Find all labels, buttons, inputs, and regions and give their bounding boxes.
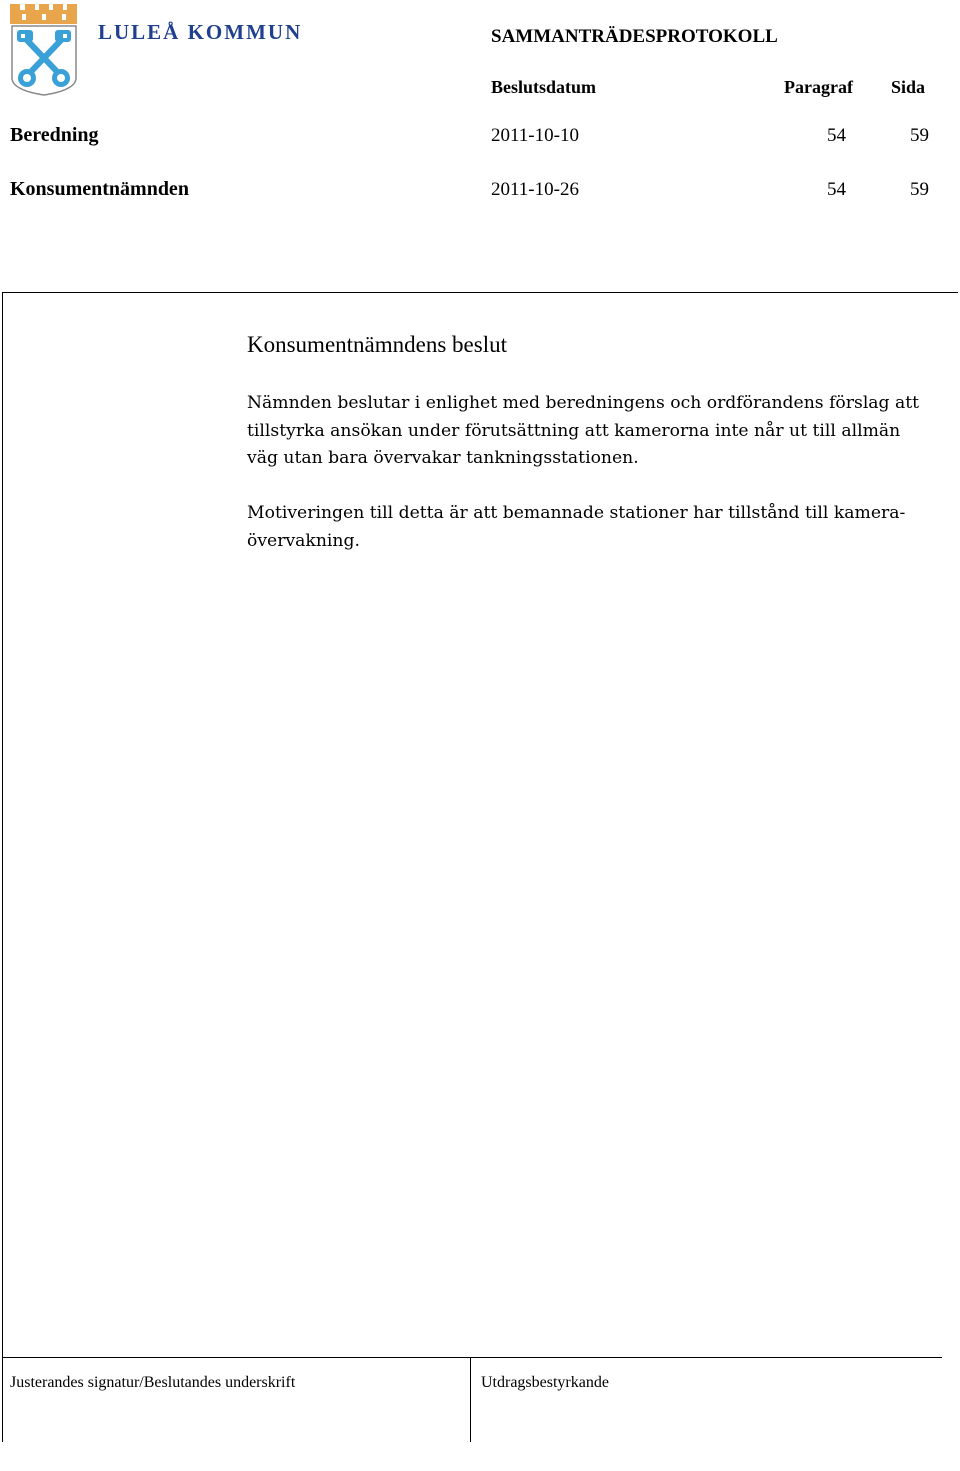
frame-left-border bbox=[2, 292, 3, 1442]
certification-label: Utdragsbestyrkande bbox=[481, 1374, 609, 1391]
meeting-date: 2011-10-10 bbox=[491, 125, 579, 146]
meeting-body: Beredning bbox=[10, 124, 99, 146]
column-header-paragraph: Paragraf bbox=[784, 77, 853, 97]
motivation-paragraph bbox=[247, 500, 959, 555]
signature-label: Justerandes signatur/Beslutandes underskrift bbox=[10, 1374, 296, 1391]
paragraph-line: övervakning. bbox=[247, 530, 360, 551]
meeting-page: 59 bbox=[910, 179, 929, 200]
column-header-page: Sida bbox=[891, 77, 926, 97]
coat-of-arms-logo bbox=[9, 4, 79, 96]
column-header-date: Beslutsdatum bbox=[491, 77, 597, 97]
meeting-paragraph: 54 bbox=[827, 179, 846, 200]
footer-divider bbox=[470, 1357, 471, 1442]
document-type: SAMMANTRÄDESPROTOKOLL bbox=[491, 26, 778, 47]
frame-top-border bbox=[2, 292, 958, 293]
decision-paragraph bbox=[247, 390, 959, 473]
meeting-date: 2011-10-26 bbox=[491, 179, 579, 200]
meeting-body: Konsumentnämnden bbox=[10, 178, 189, 200]
paragraph-line: tillstyrka ansökan under förutsättning att kamerorna inte når ut till allmän bbox=[247, 420, 901, 441]
organization-name: LULEÅ KOMMUN bbox=[98, 20, 303, 44]
paragraph-line: Nämnden beslutar i enlighet med beredningens och ordförandens förslag att bbox=[247, 393, 920, 413]
decision-title: Konsumentnämndens beslut bbox=[247, 332, 507, 357]
meeting-page: 59 bbox=[910, 125, 929, 146]
paragraph-line: väg utan bara övervakar tankningsstationen. bbox=[247, 448, 639, 468]
meeting-paragraph: 54 bbox=[827, 125, 846, 146]
footer-border bbox=[2, 1357, 942, 1358]
paragraph-line: Motiveringen till detta är att bemannade stationer har tillstånd till kamera- bbox=[247, 503, 906, 523]
